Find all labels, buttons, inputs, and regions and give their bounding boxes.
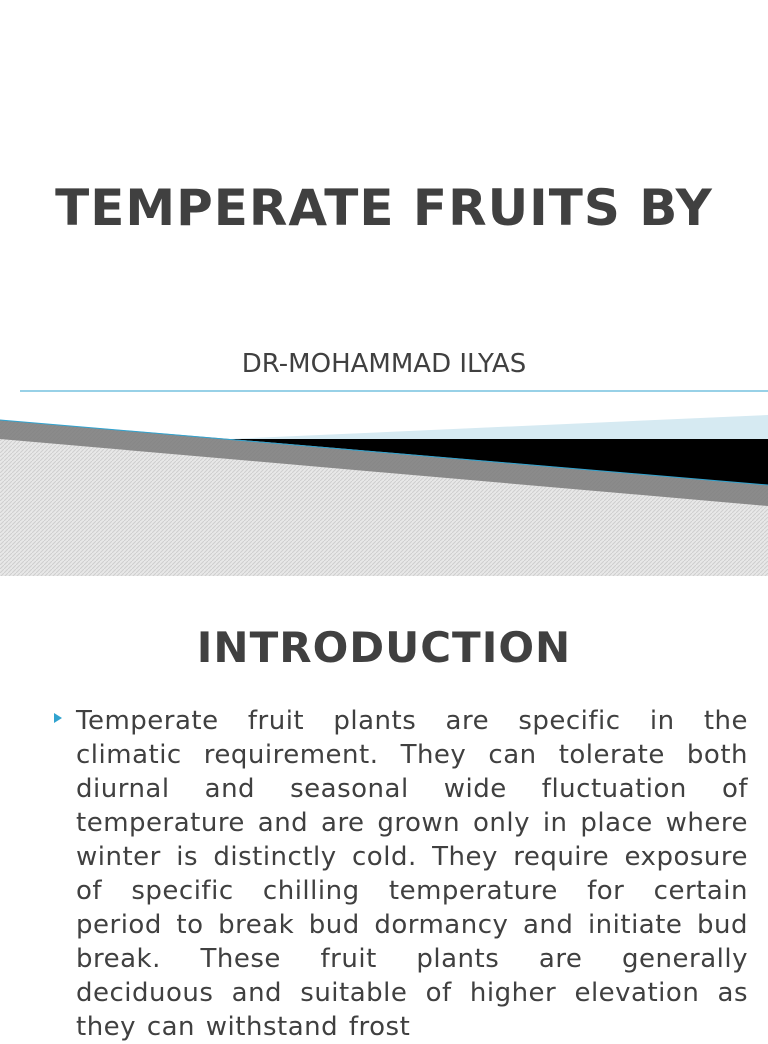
slide-subtitle: DR-MOHAMMAD ILYAS — [241, 349, 527, 379]
bullet-arrow-icon — [54, 713, 62, 723]
list-item — [54, 704, 748, 1044]
slide-title: TEMPERATE FRUITS BY — [55, 179, 713, 237]
decorative-banner — [0, 385, 768, 576]
introduction-slide — [0, 576, 768, 1042]
bullet-text: Temperate fruit plants are specific in the climatic requirement. They can tolerate both diurnal and seasonal wide fluctuation of temperature and are grown only in place where winter is distinctly cold. They require exposure of specific chilling temperature for certain period to break bud dormancy and initiate bud break. These fruit plants are generally deciduous and suitable of higher elevation as they can withstand frost — [76, 706, 748, 1042]
light-blue-wedge — [230, 415, 768, 439]
slide-heading: INTRODUCTION — [196, 623, 572, 672]
